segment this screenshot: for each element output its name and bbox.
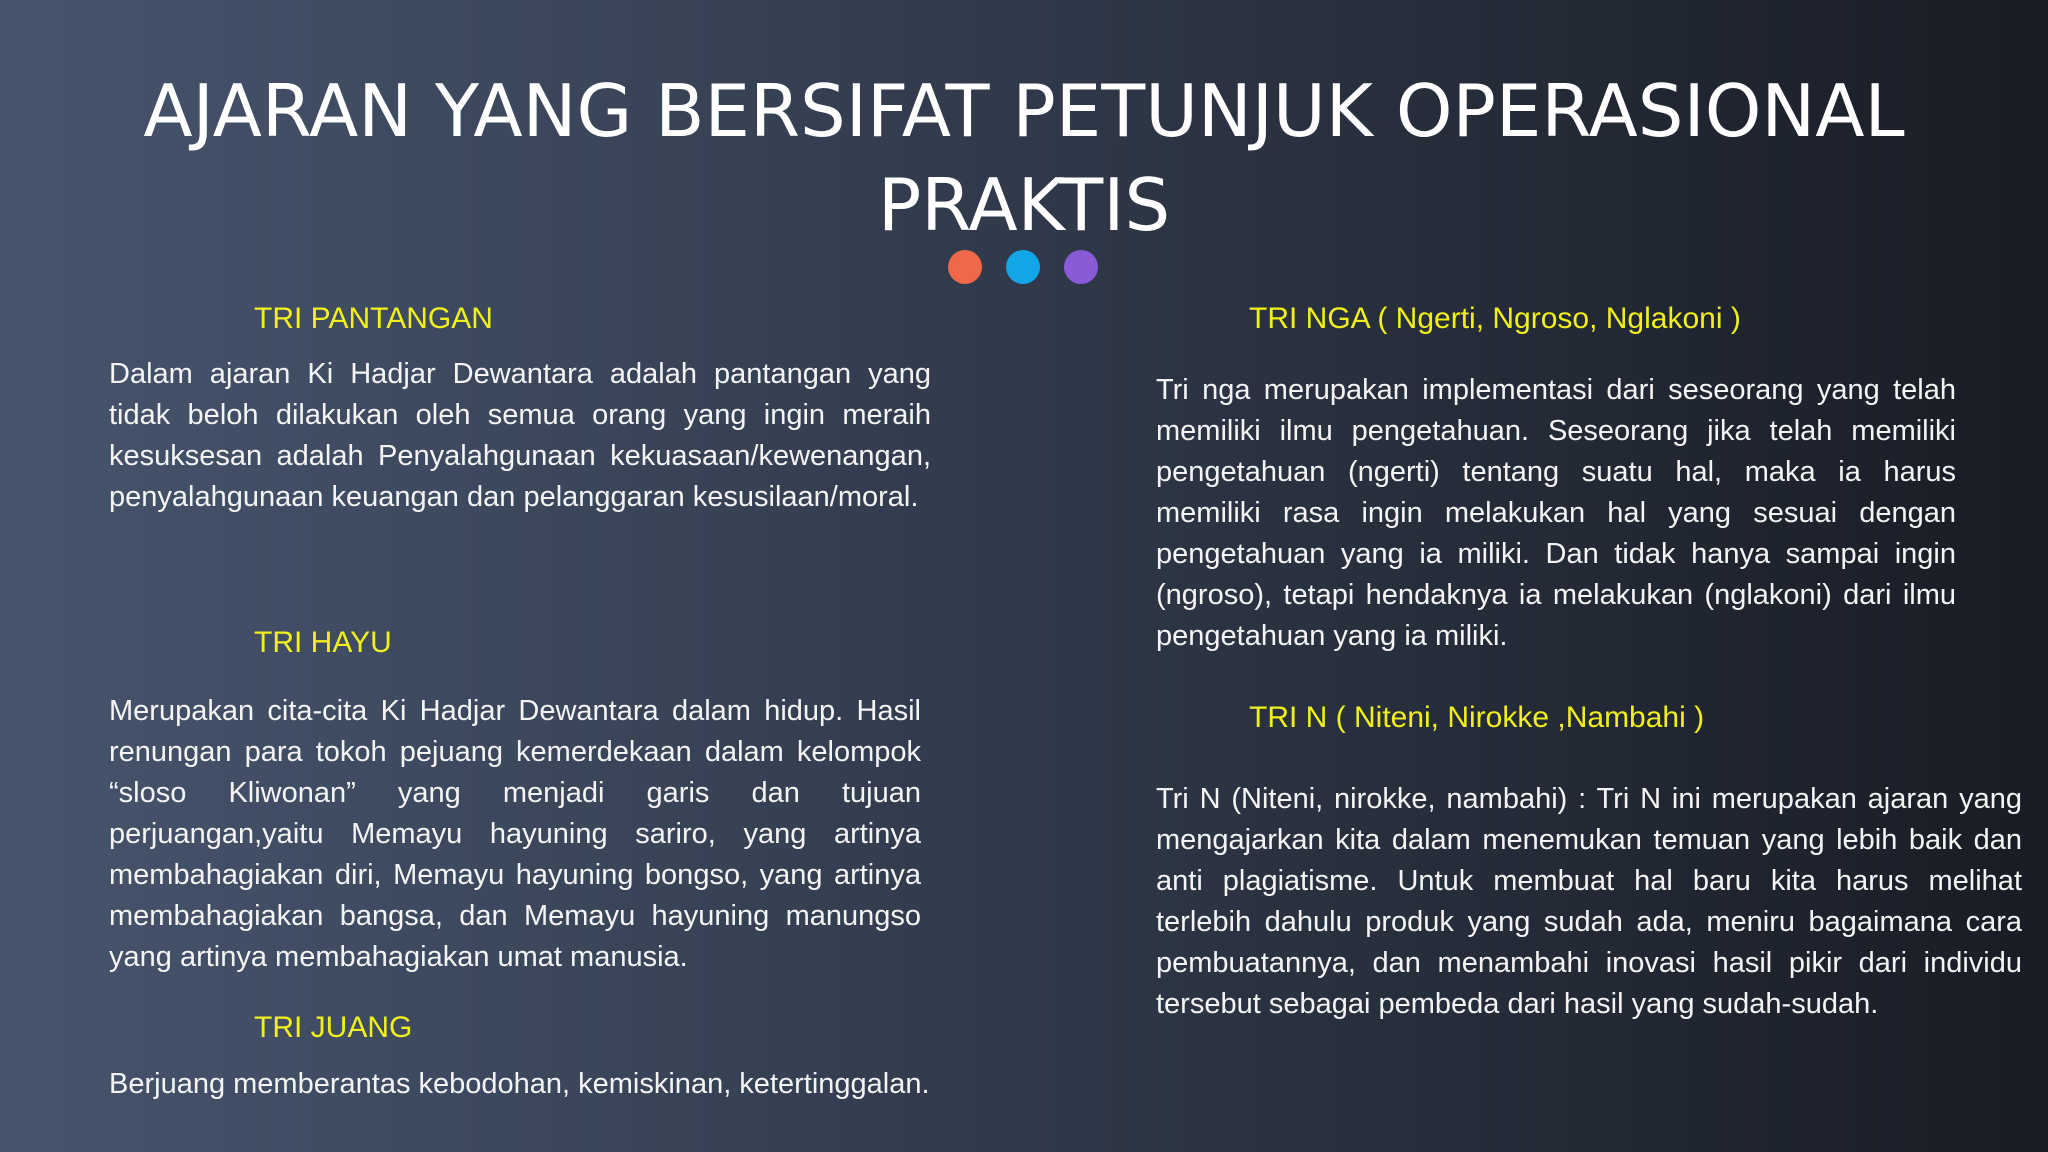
slide-title: AJARAN YANG BERSIFAT PETUNJUK OPERASIONAL PRAKTIS bbox=[143, 69, 1905, 247]
tri-juang-heading: TRI JUANG bbox=[254, 1011, 413, 1044]
tri-n-text: Tri N (Niteni, nirokke, nambahi) : Tri N ini merupakan ajaran yang mengajarkan kita dalam menemukan temuan yang lebih baik dan anti plagiatisme. Untuk membuat hal baru kita harus melihat terlebih dahulu produk yang sudah ada, meniru bagaimana cara pembuatannya, dan menambahi inovasi hasil pikir dari individu tersebut sebagai pembeda dari hasil yang sudah-sudah. bbox=[1156, 783, 2022, 1020]
decorative-dots bbox=[948, 250, 1098, 284]
tri-n-heading: TRI N ( Niteni, Nirokke ,Nambahi ) bbox=[1249, 701, 1705, 734]
tri-pantangan-heading: TRI PANTANGAN bbox=[254, 302, 493, 335]
blue-dot bbox=[1006, 250, 1040, 284]
tri-nga-text: Tri nga merupakan implementasi dari seseorang yang telah memiliki ilmu pengetahuan. Seseorang jika telah memiliki pengetahuan (ngerti) tentang suatu hal, maka ia harus memiliki rasa ingin melakukan hal yang sesuai dengan pengetahuan yang ia miliki. Dan tidak hanya sampai ingin (ngroso), tetapi hendaknya ia melakukan (nglakoni) dari ilmu pengetahuan yang ia miliki. bbox=[1156, 374, 1956, 652]
purple-dot bbox=[1064, 250, 1098, 284]
tri-hayu-text: Merupakan cita-cita Ki Hadjar Dewantara dalam hidup. Hasil renungan para tokoh pejuang kemerdekaan dalam kelompok “sloso Kliwonan” yang menjadi garis dan tujuan perjuangan,yaitu Memayu hayuning sariro, yang artinya membahagiakan diri, Memayu hayuning bongso, yang artinya membahagiakan bangsa, dan Memayu hayuning manungso yang artinya membahagiakan umat manusia. bbox=[109, 695, 921, 973]
orange-dot bbox=[948, 250, 982, 284]
tri-nga-heading: TRI NGA ( Ngerti, Ngroso, Nglakoni ) bbox=[1249, 302, 1741, 335]
tri-hayu-heading: TRI HAYU bbox=[254, 626, 392, 659]
tri-juang-text: Berjuang memberantas kebodohan, kemiskinan, ketertinggalan. bbox=[109, 1068, 930, 1100]
tri-pantangan-text: Dalam ajaran Ki Hadjar Dewantara adalah pantangan yang tidak beloh dilakukan oleh semua orang yang ingin meraih kesuksesan adalah Penyalahgunaan kekuasaan/kewenangan, penyalahgunaan keuangan dan pelanggaran kesusilaan/moral. bbox=[109, 358, 931, 513]
